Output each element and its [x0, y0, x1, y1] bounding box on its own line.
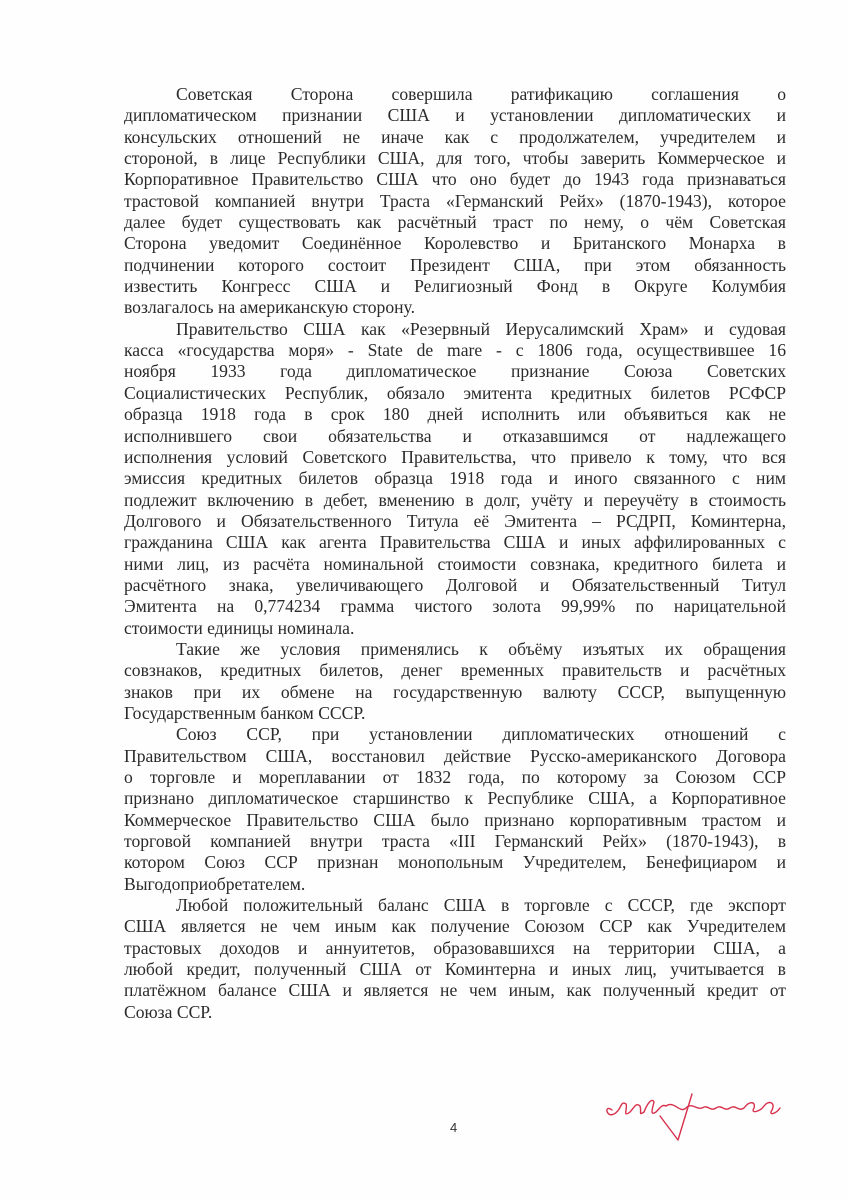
document-body	[124, 84, 786, 1023]
handwritten-signature	[600, 1088, 800, 1148]
signature-stroke	[666, 1103, 780, 1114]
text-line: стороной, в лице Республики США, для того, чтобы заверить Коммерческое и	[124, 148, 786, 169]
text-line: совзнаков, кредитных билетов, денег временных правительств и расчётных	[124, 660, 786, 681]
text-line: известить Конгресс США и Религиозный Фонд в Округе Колумбия	[124, 276, 786, 297]
text-line: Союза ССР.	[124, 1001, 213, 1022]
text-line: касса «государства моря» - State de mare - с 1806 года, осуществившее 16	[124, 340, 786, 361]
text-line: далее будет существовать как расчётный траст по нему, о чём Советская	[124, 212, 786, 233]
text-line: Правительство США как «Резервный Иерусалимский Храм» и судовая	[176, 318, 786, 339]
paragraph	[124, 319, 786, 639]
text-line: гражданина США как агента Правительства США и иных аффилированных с	[124, 532, 786, 553]
text-line: США является не чем иным как получение Союзом ССР как Учредителем	[124, 916, 786, 937]
text-line: исполнения условий Советского Правительства, что привело к тому, что вся	[124, 446, 786, 467]
text-line: дипломатическом признании США и установлении дипломатических и	[124, 105, 786, 126]
text-line: знаков при их обмене на государственную валюту СССР, выпущенную	[124, 681, 786, 702]
text-line: ноября 1933 года дипломатическое признание Союза Советских	[124, 361, 786, 382]
text-line: Коммерческое Правительство США было признано корпоративным трастом и	[124, 809, 786, 830]
text-line: Корпоративное Правительство США что оно будет до 1943 года признаваться	[124, 169, 786, 190]
text-line: трастовой компанией внутри Траста «Германский Рейх» (1870-1943), которое	[124, 190, 786, 211]
text-line: расчётного знака, увеличивающего Долговой и Обязательственный Титул	[124, 574, 786, 595]
text-line: признано дипломатическое старшинство к Республике США, а Корпоративное	[124, 788, 786, 809]
text-line: Такие же условия применялись к объёму изъятых их обращения	[176, 638, 786, 659]
page-number: 4	[450, 1120, 458, 1135]
signature-stroke	[607, 1103, 644, 1115]
text-line: любой кредит, полученный США от Коминтерна и иных лиц, учитывается в	[124, 959, 786, 980]
text-line: торговой компанией внутри траста «III Германский Рейх» (1870-1943), в	[124, 831, 786, 852]
text-line: эмиссия кредитных билетов образца 1918 года и иного связанного с ним	[124, 468, 786, 489]
text-line: исполнившего свои обязательства и отказавшимся от надлежащего	[124, 425, 786, 446]
text-line: Союз ССР, при установлении дипломатических отношений с	[176, 724, 786, 745]
paragraph	[124, 84, 786, 319]
text-line: ними лиц, из расчёта номинальной стоимости совзнака, кредитного билета и	[124, 553, 786, 574]
text-line: Любой положительный баланс США в торговле с СССР, где экспорт	[176, 895, 786, 916]
text-line: Эмитента на 0,774234 грамма чистого золота 99,99% по нарицательной	[124, 596, 786, 617]
text-line: платёжном балансе США и является не чем иным, как полученный кредит от	[124, 980, 786, 1001]
paragraph	[124, 639, 786, 724]
text-line: Правительством США, восстановил действие Русско-американского Договора	[124, 745, 786, 766]
text-line: Долгового и Обязательственного Титула её Эмитента – РСДРП, Коминтерна,	[124, 510, 786, 531]
text-line: стоимости единицы номинала.	[124, 617, 355, 638]
text-line: образца 1918 года в срок 180 дней исполнить или объявиться как не	[124, 404, 786, 425]
text-line: о торговле и мореплавании от 1832 года, по которому за Союзом ССР	[124, 767, 786, 787]
text-line: Выгодоприобретателем.	[124, 873, 306, 894]
text-line: котором Союз ССР признан монопольным Учредителем, Бенефициаром и	[124, 852, 786, 873]
signature-stroke	[644, 1100, 666, 1113]
text-line: Социалистических Республик, обязало эмитента кредитных билетов РСФСР	[124, 382, 786, 403]
text-line: Сторона уведомит Соединённое Королевство и Британского Монарха в	[124, 233, 786, 254]
text-line: трастовых доходов и аннуитетов, образовавшихся на территории США, а	[124, 937, 786, 958]
signature-stroke	[660, 1094, 692, 1140]
paragraph	[124, 724, 786, 895]
text-line: Советская Сторона совершила ратификацию соглашения о	[176, 84, 786, 104]
text-line: подчинении которого состоит Президент США, при этом обязанность	[124, 254, 786, 275]
text-line: возлагалось на американскую сторону.	[124, 297, 415, 318]
text-line: консульских отношений не иначе как с продолжателем, учредителем и	[124, 126, 786, 147]
text-line: подлежит включению в дебет, вменению в долг, учёту и переучёту в стоимость	[124, 489, 786, 510]
text-line: Государственным банком СССР.	[124, 702, 366, 723]
paragraph	[124, 895, 786, 1023]
